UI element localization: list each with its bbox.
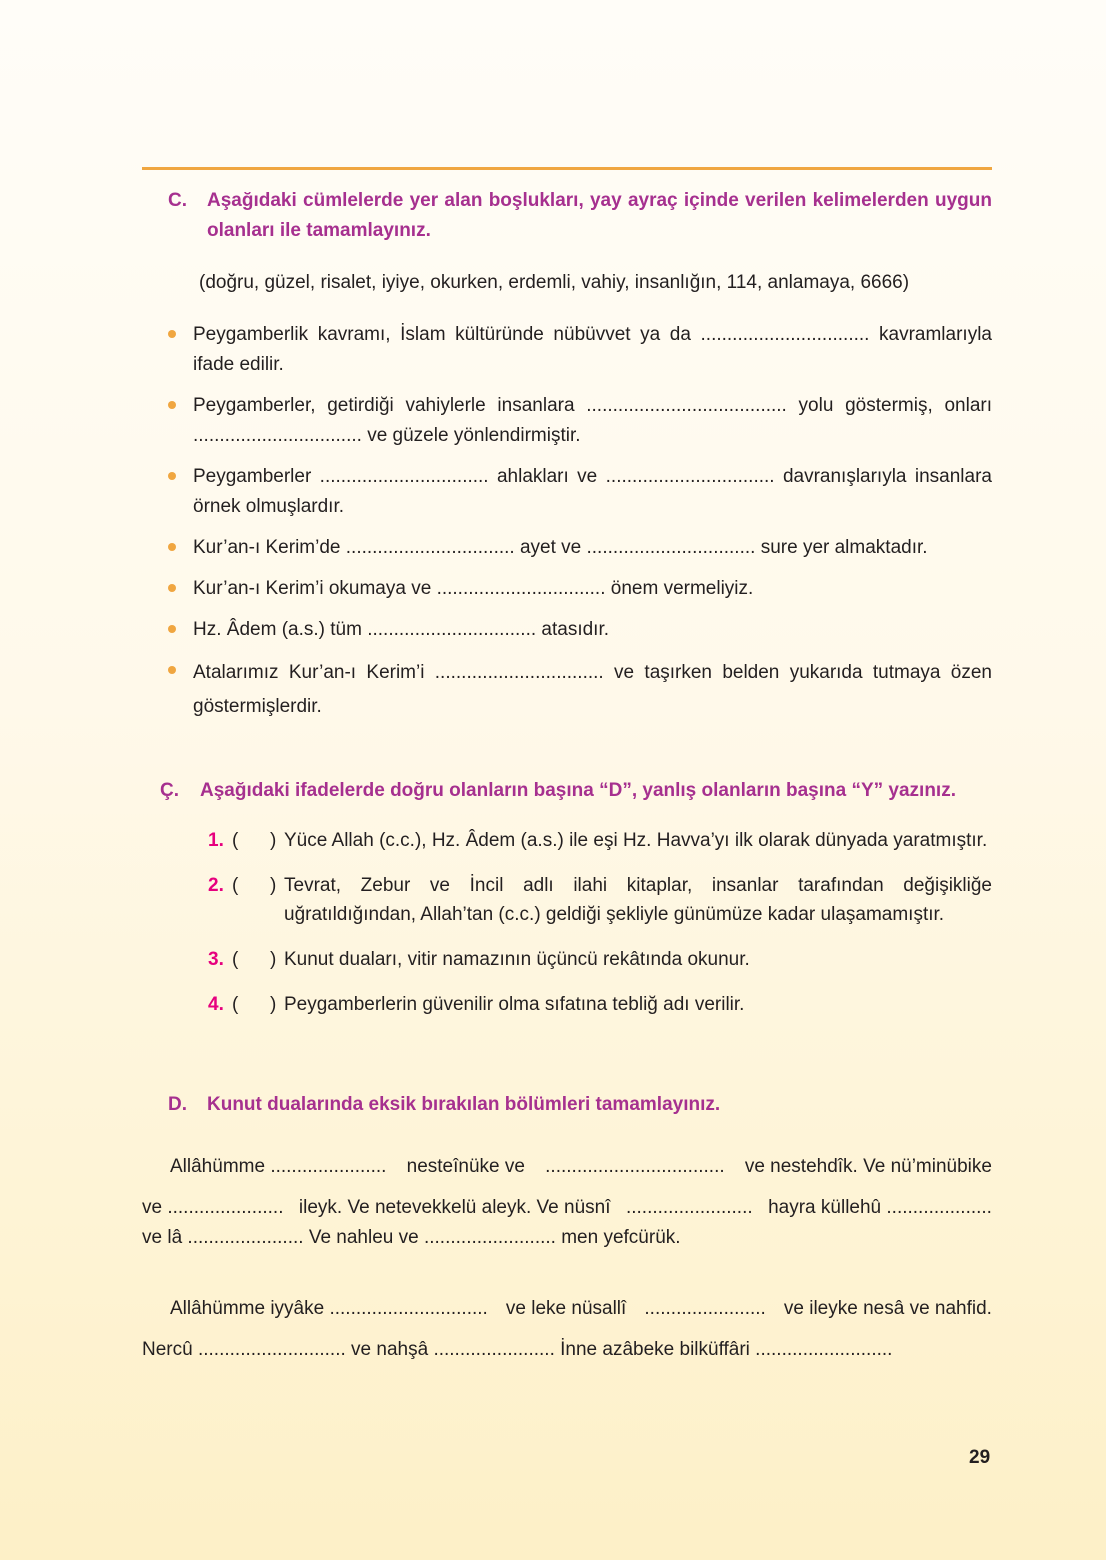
true-false-item [208,990,992,1019]
section-c-title: Aşağıdaki cümlelerde yer alan boşlukları, yay ayraç içinde verilen kelimelerden uygun olanları ile tamamlayınız. [207,190,992,241]
list-item: Peygamberler, getirdiği vahiylerle insanlara ...................................... yolu göstermiş, onları ................................ ve güzele yönlendirmiştir. [168,391,992,451]
item-text: Peygamberlerin güvenilir olma sıfatına tebliğ adı verilir. [284,994,745,1015]
list-item: Peygamberler ................................ ahlakları ve ................................ davranışlarıyla insanlara örnek olmuşlardır. [168,462,992,522]
prayer-line: ve lâ ...................... Ve nahleu ve ......................... men yefcürük. [142,1227,681,1248]
section-c-heading [168,186,992,246]
fill-in-list [168,320,992,735]
true-false-list [208,826,992,1035]
section-d-letter: D. [168,1094,187,1115]
answer-paren-open: ( [232,994,239,1015]
answer-paren-open: ( [232,875,239,896]
answer-paren-close: ) [270,875,277,896]
list-item: Atalarımız Kur’an-ı Kerim’i ................................ ve taşırken belden yukarıda tutmaya özen göstermişlerdir. [168,656,992,724]
bullet-dot-icon [168,401,176,409]
answer-paren-close: ) [270,830,277,851]
answer-paren-open: ( [232,949,239,970]
section-cc-title: Aşağıdaki ifadelerde doğru olanların başına “D”, yanlış olanların başına “Y” yazınız. [200,780,956,801]
answer-paren-close: ) [270,994,277,1015]
section-cc-letter: Ç. [160,780,179,801]
section-d-heading [168,1090,992,1120]
kunut-prayer-1 [142,1152,992,1253]
item-number: 1. [208,830,224,851]
list-item: Kur’an-ı Kerim’i okumaya ve ................................ önem vermeliyiz. [168,574,992,604]
answer-paren-close: ) [270,949,277,970]
prayer-line: Allâhümme ...................... nesteînüke ve .................................. ve nestehdîk. Ve nü’minübike [170,1156,992,1177]
bullet-dot-icon [168,543,176,551]
prayer-line: Allâhümme iyyâke .............................. ve leke nüsallî ....................... ve ileyke nesâ ve nahfid. [170,1298,992,1319]
item-text: Kunut duaları, vitir namazının üçüncü rekâtında okunur. [284,949,750,970]
page-number: 29 [969,1447,991,1468]
prayer-line: ve ...................... ileyk. Ve netevekkelü aleyk. Ve nüsnî ........................ hayra küllehû .................... [142,1197,992,1218]
word-bank: (doğru, güzel, risalet, iyiye, okurken, erdemli, vahiy, insanlığın, 114, anlamaya, 6666) [199,272,910,293]
item-number: 4. [208,994,224,1015]
bullet-dot-icon [168,472,176,480]
bullet-dot-icon [168,330,176,338]
kunut-prayer-2 [142,1294,992,1365]
true-false-item [208,826,992,855]
bullet-dot-icon [168,666,176,674]
true-false-item [208,871,992,929]
bullet-dot-icon [168,625,176,633]
answer-paren-open: ( [232,830,239,851]
item-text: Tevrat, Zebur ve İncil adlı ilahi kitaplar, insanlar tarafından değişikliğe uğratıldığından, Allah’tan (c.c.) geldiği şekliyle günümüze kadar ulaşamamıştır. [284,875,992,925]
true-false-item [208,945,992,974]
section-divider-line [142,167,992,170]
list-item: Hz. Âdem (a.s.) tüm ................................ atasıdır. [168,615,992,645]
item-text: Yüce Allah (c.c.), Hz. Âdem (a.s.) ile eşi Hz. Havva’yı ilk olarak dünyada yaratmıştır. [284,830,988,851]
item-number: 3. [208,949,224,970]
list-item: Peygamberlik kavramı, İslam kültüründe nübüvvet ya da ................................ kavramlarıyla ifade edilir. [168,320,992,380]
list-item: Kur’an-ı Kerim’de ................................ ayet ve ................................ sure yer almaktadır. [168,533,992,563]
section-cc-heading [160,776,992,806]
section-c-letter: C. [168,190,187,211]
section-d-title: Kunut dualarında eksik bırakılan bölümleri tamamlayınız. [207,1094,721,1115]
bullet-dot-icon [168,584,176,592]
prayer-line: Nercû ............................ ve nahşâ ....................... İnne azâbeke bilküffâri .......................... [142,1339,893,1360]
item-number: 2. [208,875,224,896]
